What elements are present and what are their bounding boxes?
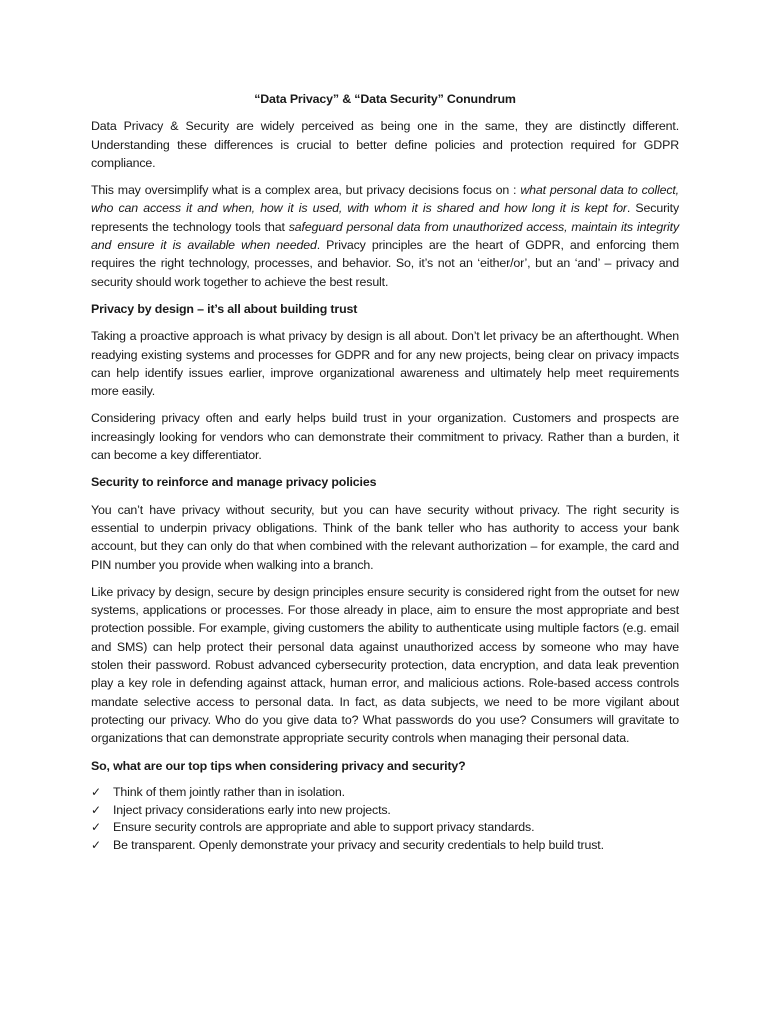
secure-by-design-paragraph: Like privacy by design, secure by design principles ensure security is considered right from the outset for new systems, applications or processes. For those already in place, aim to ensure the most appropriate and best protection possible. For example, giving customers the ability to authenticate using multiple factors (e.g. email and SMS) can help protect their personal data against unauthorized access by someone who may have stolen their password. Robust advanced cybersecurity protection, data encryption, and data leak prevention play a key role in defending against attack, human error, and malicious actions. Role-based access controls mandate selective access to personal data. In fact, as data subjects, we need to be more vigilant about protecting our privacy. Who do you give data to? What passwords do you use? Consumers will gravitate to organizations that can demonstrate appropriate security controls when managing their personal data. [91,584,679,746]
section-heading-security: Security to reinforce and manage privacy policies [91,475,377,490]
para2-italic-2: safeguard personal data from unauthorized access, maintain its integrity and ensure it is available when needed [91,219,679,253]
build-trust-paragraph: Considering privacy often and early helps build trust in your organization. Customers and prospects are increasingly looking for vendors who can demonstrate their commitment to privacy. Rather than a burden, it can become a key differentiator. [91,411,679,463]
list-item [91,802,679,820]
tips-list [91,784,679,855]
check-icon: ✓ [91,802,101,817]
tip-text: Think of them jointly rather than in isolation. [113,784,345,799]
check-icon: ✓ [91,784,101,799]
intro-paragraph: Data Privacy & Security are widely perceived as being one in the same, they are distinctly different. Understanding these differences is crucial to better define policies and protection required for GDPR compliance. [91,119,679,170]
privacy-vs-security-paragraph [91,181,679,291]
list-item [91,784,679,802]
section-heading-privacy-by-design: Privacy by design – it’s all about building trust [91,301,358,316]
tip-text: Ensure security controls are appropriate and able to support privacy standards. [113,820,535,835]
para2-text-3: . Privacy principles are the heart of GDPR, and enforcing them requires the right technology, processes, and behavior. So, it’s not an ‘either/or’, but an ‘and’ – privacy and security should work together to achieve the best result. [91,238,679,289]
check-icon: ✓ [91,838,101,853]
list-item [91,837,679,855]
tip-text: Inject privacy considerations early into new projects. [113,802,391,817]
section-heading-top-tips: So, what are our top tips when considering privacy and security? [91,758,466,773]
para2-italic-1: what personal data to collect, who can access it and when, how it is used, with whom it is shared and how long it is kept for [91,183,679,216]
document-page [91,90,679,855]
list-item [91,819,679,837]
proactive-approach-paragraph: Taking a proactive approach is what privacy by design is all about. Don’t let privacy be an afterthought. When readying existing systems and processes for GDPR and for any new projects, being clear on privacy impacts can help identify issues earlier, improve organizational awareness and ultimately help meet requirements more easily. [91,329,679,399]
para2-text-2: . Security represents the technology tools that [91,201,679,234]
check-icon: ✓ [91,820,101,835]
bank-teller-paragraph: You can’t have privacy without security, but you can have security without privacy. The right security is essential to underpin privacy obligations. Think of the bank teller who has authority to access your bank account, but they can only do that when combined with the relevant authorization – for example, the card and PIN number you provide when walking into a branch. [91,502,679,572]
para2-text-1: This may oversimplify what is a complex area, but privacy decisions focus on : [91,183,521,198]
document-title: “Data Privacy” & “Data Security” Conundrum [254,92,516,106]
tip-text: Be transparent. Openly demonstrate your privacy and security credentials to help build trust. [113,838,604,853]
